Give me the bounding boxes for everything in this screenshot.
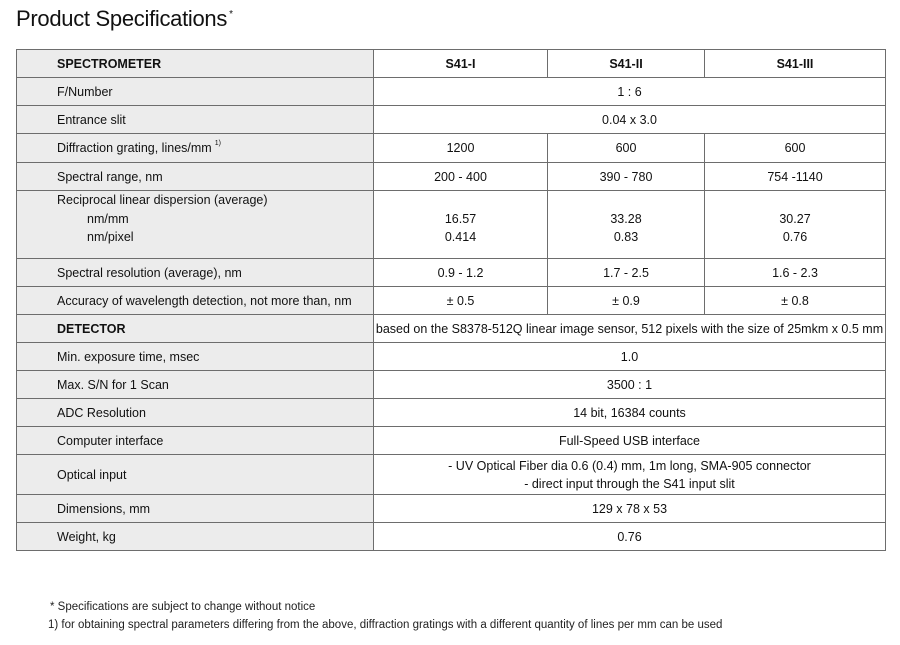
dispersion-s41-ii <box>548 191 705 259</box>
dispersion-pixel-s41-iii: 0.76 <box>782 230 808 244</box>
adc-value: 14 bit, 16384 counts <box>374 399 886 427</box>
range-s41-ii: 390 - 780 <box>548 163 705 191</box>
row-resolution <box>17 259 886 287</box>
row-adc <box>17 399 886 427</box>
header-label: SPECTROMETER <box>17 50 374 78</box>
range-s41-i: 200 - 400 <box>374 163 548 191</box>
interface-label: Computer interface <box>17 427 374 455</box>
accuracy-s41-ii: ± 0.9 <box>548 287 705 315</box>
exposure-label: Min. exposure time, msec <box>17 343 374 371</box>
fnumber-value: 1 : 6 <box>374 78 886 106</box>
dispersion-sub-mm: nm/mm <box>87 211 129 226</box>
exposure-value: 1.0 <box>374 343 886 371</box>
weight-label: Weight, kg <box>17 523 374 551</box>
page-title-text: Product Specifications <box>16 6 228 31</box>
dispersion-label: Reciprocal linear dispersion (average) <box>57 193 268 207</box>
row-dispersion <box>17 191 886 259</box>
title-asterisk: * <box>229 9 233 20</box>
dimensions-label: Dimensions, mm <box>17 495 374 523</box>
optical-value <box>374 455 886 495</box>
row-optical <box>17 455 886 495</box>
dispersion-s41-i <box>374 191 548 259</box>
resolution-s41-i: 0.9 - 1.2 <box>374 259 548 287</box>
page-title <box>16 6 233 32</box>
optical-line-2: - direct input through the S41 input slit <box>524 476 735 491</box>
dispersion-s41-iii <box>705 191 886 259</box>
dispersion-label-cell <box>17 191 374 259</box>
spec-table <box>16 49 886 551</box>
dispersion-mm-s41-ii: 33.28 <box>610 211 642 226</box>
resolution-s41-iii: 1.6 - 2.3 <box>705 259 886 287</box>
row-fnumber <box>17 78 886 106</box>
dispersion-sub-pixel: nm/pixel <box>87 230 134 244</box>
dimensions-value: 129 x 78 x 53 <box>374 495 886 523</box>
range-label: Spectral range, nm <box>17 163 374 191</box>
adc-label: ADC Resolution <box>17 399 374 427</box>
optical-label: Optical input <box>17 455 374 495</box>
model-s41-i: S41-I <box>374 50 548 78</box>
grating-footnote-mark: 1) <box>214 140 221 147</box>
model-s41-iii: S41-III <box>705 50 886 78</box>
footnote-asterisk: * Specifications are subject to change without notice <box>50 601 316 613</box>
header-row <box>17 50 886 78</box>
grating-label-cell <box>17 134 374 163</box>
row-grating <box>17 134 886 163</box>
resolution-label: Spectral resolution (average), nm <box>17 259 374 287</box>
grating-s41-ii: 600 <box>548 134 705 163</box>
interface-value: Full-Speed USB interface <box>374 427 886 455</box>
row-dimensions <box>17 495 886 523</box>
dispersion-pixel-s41-i: 0.414 <box>444 230 477 244</box>
fnumber-label: F/Number <box>17 78 374 106</box>
optical-line-1: - UV Optical Fiber dia 0.6 (0.4) mm, 1m long, SMA-905 connector <box>448 458 811 473</box>
dispersion-mm-s41-iii: 30.27 <box>779 211 811 226</box>
row-accuracy <box>17 287 886 315</box>
detector-value: based on the S8378-512Q linear image sensor, 512 pixels with the size of 25mkm x 0.5 mm <box>374 315 886 343</box>
resolution-s41-ii: 1.7 - 2.5 <box>548 259 705 287</box>
row-sn <box>17 371 886 399</box>
sn-value: 3500 : 1 <box>374 371 886 399</box>
row-weight <box>17 523 886 551</box>
footnotes <box>50 598 724 634</box>
sn-label: Max. S/N for 1 Scan <box>17 371 374 399</box>
slit-value: 0.04 x 3.0 <box>374 106 886 134</box>
slit-label: Entrance slit <box>17 106 374 134</box>
model-s41-ii: S41-II <box>548 50 705 78</box>
dispersion-pixel-s41-ii: 0.83 <box>613 230 639 244</box>
accuracy-s41-i: ± 0.5 <box>374 287 548 315</box>
detector-label: DETECTOR <box>17 315 374 343</box>
grating-s41-iii: 600 <box>705 134 886 163</box>
dispersion-mm-s41-i: 16.57 <box>444 211 477 226</box>
row-range <box>17 163 886 191</box>
range-s41-iii: 754 -1140 <box>705 163 886 191</box>
row-slit <box>17 106 886 134</box>
grating-s41-i: 1200 <box>374 134 548 163</box>
row-detector <box>17 315 886 343</box>
row-exposure <box>17 343 886 371</box>
grating-label: Diffraction grating, lines/mm <box>57 141 212 155</box>
footnote-1: 1) for obtaining spectral parameters differing from the above, diffraction gratings with a different quantity of lines per mm can be used <box>48 619 723 631</box>
row-interface <box>17 427 886 455</box>
weight-value: 0.76 <box>374 523 886 551</box>
accuracy-s41-iii: ± 0.8 <box>705 287 886 315</box>
accuracy-label: Accuracy of wavelength detection, not more than, nm <box>17 287 374 315</box>
